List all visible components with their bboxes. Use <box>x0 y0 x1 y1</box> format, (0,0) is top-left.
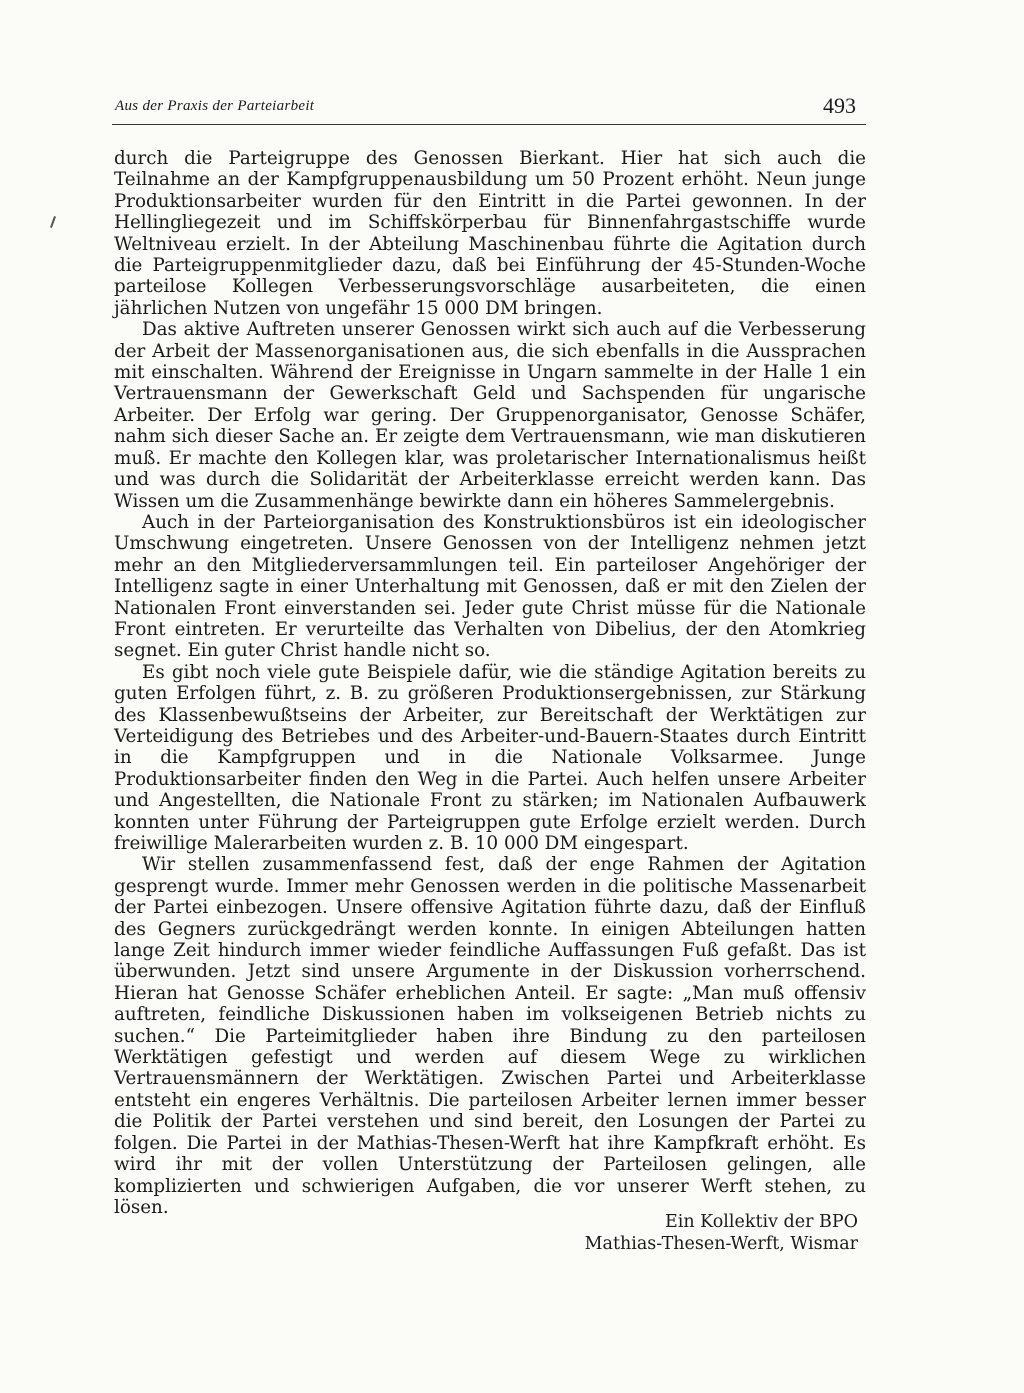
paragraph-2: Das aktive Auftreten unserer Genossen wirkt sich auch auf die Verbesserung der Arbeit der Massenorganisationen aus, die sich ebenfalls in die Aussprachen mit einschalten. Während der Ereignisse in Ungarn sammelte in der Halle 1 ein Vertrauensmann der Gewerkschaft Geld und Sachspenden für ungarische Arbeiter. Der Erfolg war gering. Der Gruppenorganisator, Genosse Schäfer, nahm sich dieser Sache an. Er zeigte dem Vertrauensmann, wie man diskutieren muß. Er machte den Kollegen klar, was proletarischer Internationalismus heißt und was durch die Solidarität der Arbeiterklasse erreicht werden kann. Das Wissen um die Zusammenhänge bewirkte dann ein höheres Sammelergebnis. <box>114 319 866 512</box>
page-number: 493 <box>823 93 856 118</box>
body-text <box>114 148 866 1218</box>
signature-line-1: Ein Kollektiv der BPO <box>664 1212 858 1232</box>
paragraph-3: Auch in der Parteiorganisation des Konstruktionsbüros ist ein ideologischer Umschwung eingetreten. Unsere Genossen von der Intelligenz nehmen jetzt mehr an den Mitgliederversammlungen teil. Ein parteiloser Angehöriger der Intelligenz sagte in einer Unterhaltung mit Genossen, daß er mit den Zielen der Nationalen Front einverstanden sei. Jeder gute Christ müsse für die Nationale Front eintreten. Er verurteilte das Verhalten von Dibelius, der den Atomkrieg segnet. Ein guter Christ handle nicht so. <box>114 511 866 662</box>
paragraph-5: Wir stellen zusammenfassend fest, daß der enge Rahmen der Agitation gesprengt wurde. Immer mehr Genossen werden in die politische Massenarbeit der Partei einbezogen. Unsere offensive Agitation führte dazu, daß der Einfluß des Gegners zurückgedrängt werden konnte. In einigen Abteilungen hatten lange Zeit hindurch immer wieder feindliche Auffassungen Fuß gefaßt. Das ist überwunden. Jetzt sind unsere Argumente in der Diskussion vorherrschend. Hieran hat Genosse Schäfer erheblichen Anteil. Er sagte: „Man muß offensiv auftreten, feindliche Diskussionen haben im volkseigenen Betrieb nichts zu suchen.“ Die Parteimitglieder haben ihre Bindung zu den parteilosen Werktätigen gefestigt und werden auf diesem Wege zu wirklichen Vertrauensmännern der Werktätigen. Zwischen Partei und Arbeiterklasse entsteht ein engeres Verhältnis. Die parteilosen Arbeiter lernen immer besser die Politik der Partei verstehen und sind bereit, den Losungen der Partei zu folgen. Die Partei in der Mathias-Thesen-Werft hat ihre Kampfkraft erhöht. Es wird ihr mit der vollen Unterstützung der Parteilosen gelingen, alle komplizierten und schwierigen Aufgaben, die vor unserer Werft stehen, zu lösen. <box>114 854 866 1218</box>
header-rule <box>112 124 866 125</box>
paragraph-4: Es gibt noch viele gute Beispiele dafür, wie die ständige Agitation bereits zu guten Erfolgen führt, z. B. zu größeren Produktionsergebnissen, zur Stärkung des Klassenbewußtseins der Arbeiter, zur Bereitschaft der Werktätigen zur Verteidigung des Betriebes und des Arbeiter-und-Bauern-Staates durch Eintritt in die Kampfgruppen und in die Nationale Volksarmee. Junge Produktionsarbeiter finden den Weg in die Partei. Auch helfen unsere Arbeiter und Angestellten, die Nationale Front zu stärken; im Nationalen Aufbauwerk konnten unter Führung der Parteigruppen gute Erfolge erzielt werden. Durch freiwillige Malerarbeiten wurden z. B. 10 000 DM eingespart. <box>114 661 866 854</box>
running-head: Aus der Praxis der Parteiarbeit <box>115 98 315 114</box>
signature-line-2: Mathias-Thesen-Werft, Wismar <box>584 1234 858 1254</box>
paragraph-1: durch die Parteigruppe des Genossen Bierkant. Hier hat sich auch die Teilnahme an der Kampfgruppenausbildung um 50 Prozent erhöht. Neun junge Produktionsarbeiter wurden für den Eintritt in die Partei gewonnen. In der Hellingliegezeit und im Schiffskörperbau für Binnenfahrgastschiffe wurde Weltniveau erzielt. In der Abteilung Maschinenbau führte die Agitation durch die Parteigruppenmitglieder dazu, daß bei Einführung der 45-Stunden-Woche parteilose Kollegen Verbesserungsvorschläge ausarbeiteten, die einen jährlichen Nutzen von ungefähr 15 000 DM bringen. <box>114 148 866 319</box>
signature-block <box>585 1211 858 1255</box>
margin-mark <box>50 216 56 228</box>
